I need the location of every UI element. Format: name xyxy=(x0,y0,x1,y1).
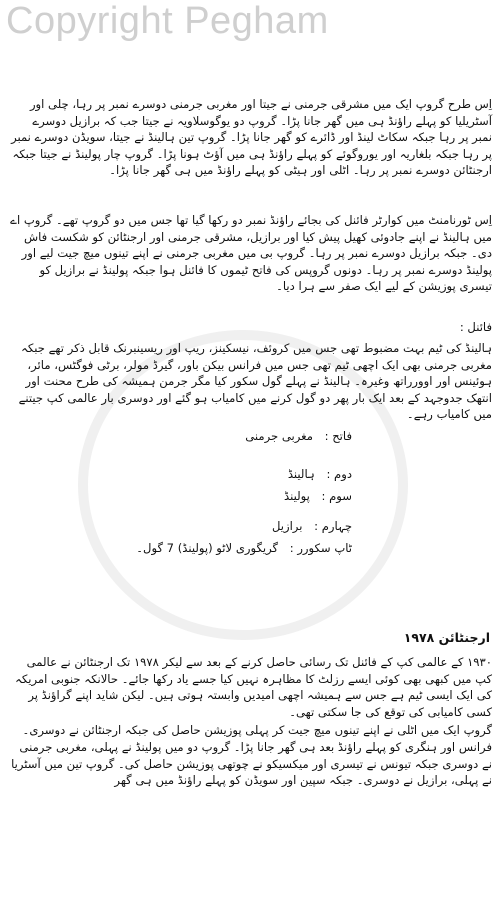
result-winner xyxy=(136,425,352,447)
result-value: مغربی جرمنی xyxy=(245,429,313,443)
result-value: برازیل xyxy=(271,519,303,533)
result-runner-up xyxy=(136,463,352,485)
result-label: فاتح : xyxy=(324,429,352,443)
final-section xyxy=(10,318,492,423)
section-1974-groups xyxy=(10,96,492,312)
paragraph-1978-groups: گروپ ایک میں اٹلی نے اپنے تینوں میچ جیت کر پہلی پوزیشن حاصل کی جبکہ ارجنٹائن نے دوسری۔ فرانس اور ہنگری کو پہلے راؤنڈ بعد ہی گھر جانا پڑا۔ گروپ دو میں پولینڈ نے پہلی، مغربی جرمنی نے دوسری جبکہ تیونس نے تیسری اور میکسیکو نے چوتھی پوزیشن حاصل کی۔ گروپ تین میں آسٹریا نے پہلی، برازیل نے دوسری۔ جبکہ سپین اور سویڈن کو پہلے راؤنڈ میں ہی گھر xyxy=(11,723,492,788)
result-label: چہارم : xyxy=(314,519,352,533)
paragraph-group-stage: اِس طرح گروپ ایک میں مشرقی جرمنی نے جیتا اور مغربی جرمنی دوسرے نمبر پر رہا، چلی اور آسٹریلیا کو پہلے راؤنڈ ہی میں گھر جانا پڑا۔ گروپ دو یوگوسلاویہ نے جیتا جب کہ برازیل دوسرے نمبر پر رہا جبکہ سکاٹ لینڈ اور ڈائرے کو گھر جانا پڑا۔ گروپ تین ہالینڈ نے جیتا، سویڈن دوسرے نمبر پر رہا جبکہ بلغاریہ اور یوروگوئے کو پہلے راؤنڈ ہی میں آؤٹ ہونا پڑا۔ گروپ چار پولینڈ نے جیتا جبکہ ارجنٹائن دوسرے نمبر پر رہا۔ اٹلی اور ہیٹی کو پہلے راؤنڈ میں ہی گھر جانا پڑا۔ xyxy=(11,97,492,178)
result-value: پولینڈ xyxy=(283,489,310,503)
section-heading-argentina-1978: ارجنٹائن ۱۹۷۸ xyxy=(403,630,490,645)
result-fourth xyxy=(136,515,352,537)
result-top-scorer xyxy=(136,537,352,559)
result-value: ہالینڈ xyxy=(287,467,315,481)
result-label: دوم : xyxy=(326,467,352,481)
copyright-watermark: Copyright Pegham xyxy=(6,0,329,42)
paragraph-argentina-history: ۱۹۳۰ کے عالمی کپ کے فائنل تک رسائی حاصل کرنے کے بعد سے لیکر ۱۹۷۸ تک ارجنٹائن نے عالمی کپ میں کبھی بھی کوئی ایسے رزلٹ کا مظاہرہ نہیں کیا جسے یاد رکھا جائے۔ حالانکہ جنوبی امریکہ کی ایک ایسی ٹیم ہے جس سے ہمیشہ اچھی امیدیں وابستہ ہوتی ہیں۔ لیکن شاید اپنے گراؤنڈ پر کسی کامیابی کی توقع کی جا سکتی تھی۔ xyxy=(15,655,492,719)
paragraph-second-round: اِس ٹورنامنٹ میں کوارٹر فائنل کی بجائے راؤنڈ نمبر دو رکھا گیا تھا جس میں دو گروپ تھے۔ گروپ اے میں ہالینڈ نے اپنے جادوئی کھیل پیش کیا اور برازیل، مشرقی جرمنی اور ارجنٹائن کو شکست فاش دی۔ جبکہ برازیل دوسرے نمبر پر رہا۔ گروپ بی میں مغربی جرمنی نے اپنے تینوں میچ جیت لیے اور پولینڈ دوسرے نمبر پر رہا۔ دونوں گروپس کی فاتح ٹیموں کا فائنل ہوا جبکہ پولینڈ نے برازیل کو تیسری پوزیشن کے لیے ایک صفر سے ہرا دیا۔ xyxy=(10,213,492,294)
results-list xyxy=(136,425,352,559)
result-third xyxy=(136,485,352,507)
result-label: ٹاپ سکورر : xyxy=(289,541,352,555)
section-1978 xyxy=(10,654,492,789)
final-paragraph: ہالینڈ کی ٹیم بہت مضبوط تھی جس میں کروئف، نیسکینز، ریپ اور ریسینبرنک قابل ذکر تھے جبکہ مغربی جرمنی بھی ایک اچھی ٹیم تھی جس میں فرانس بیکن باور، گیرڈ مولر، برٹی فوگٹس، مائر، ہوئینس اور اوورراتھ وغیرہ۔ ہالینڈ نے پہلے گول سکور کیا مگر جرمن ہمیشہ کی طرح محنت اور انتھک جدوجہد کے بعد ایک بار پھر دو گول کرنے میں کامیاب ہو گئے اور دوسری بار عالمی کپ جیتنے میں کامیاب رہے۔ xyxy=(18,341,492,422)
final-label: فائنل : xyxy=(459,320,492,334)
result-label: سوم : xyxy=(321,489,352,503)
result-value: گریگوری لاٹو (پولینڈ) 7 گول۔ xyxy=(136,541,279,555)
